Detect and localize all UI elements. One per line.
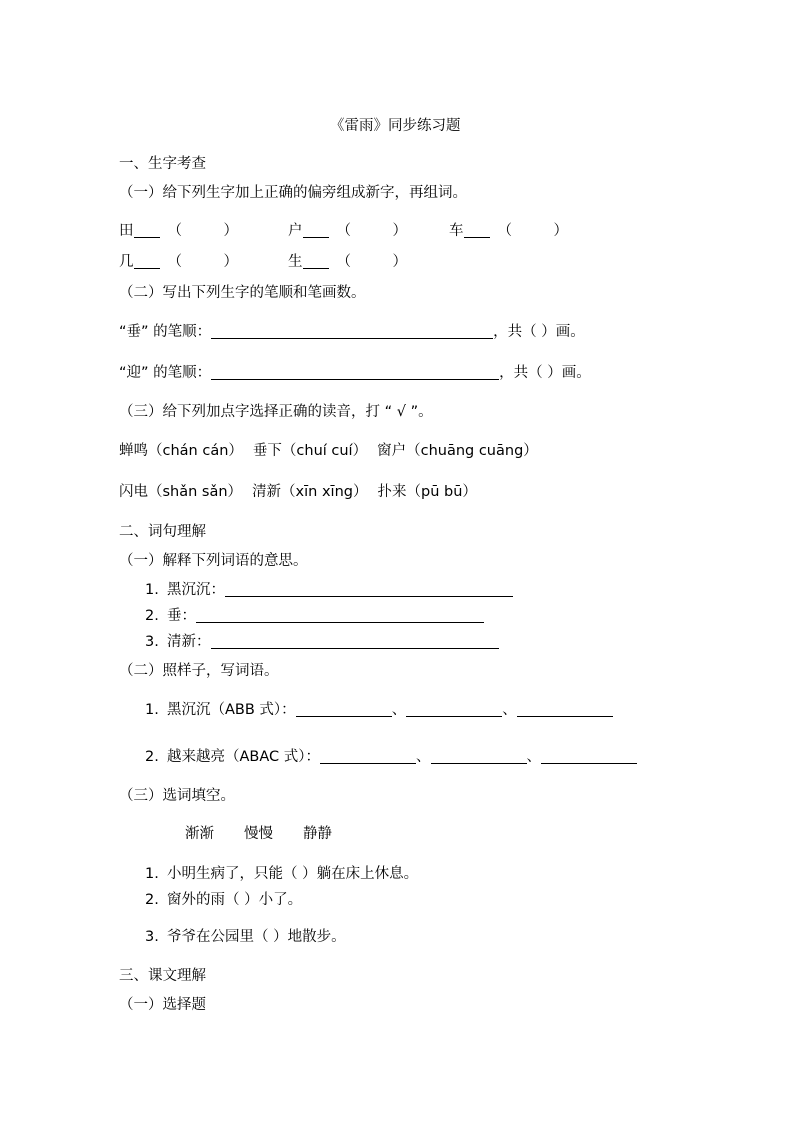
definition-term: 垂： (167, 608, 196, 624)
part-2-2-label: （二）照样子，写词语。 (119, 663, 279, 679)
separator: 、 (526, 749, 542, 765)
radical-item (449, 221, 568, 241)
word-paren[interactable]: （ ） (336, 223, 407, 239)
part-1-2-label: （二）写出下列生字的笔顺和笔画数。 (119, 285, 366, 301)
item-number: 1. (145, 582, 159, 598)
fill-item (145, 864, 418, 884)
stroke-order-blank[interactable] (211, 338, 493, 339)
stroke-order-row (119, 322, 585, 342)
definition-item (145, 632, 499, 652)
word-bank-item: 慢慢 (244, 826, 273, 842)
pattern-item (145, 700, 613, 720)
definition-blank[interactable] (211, 648, 499, 649)
radical-item (119, 252, 238, 272)
pattern-blank[interactable] (296, 716, 392, 717)
answer-blank[interactable] (464, 237, 490, 238)
section-2-heading: 二、词句理解 (119, 524, 206, 540)
radical-item (119, 221, 238, 241)
definition-term: 黑沉沉： (167, 582, 225, 598)
radical-char: 田 (119, 223, 134, 239)
fill-item (145, 927, 346, 947)
word-bank-item: 渐渐 (185, 826, 214, 842)
section-1-heading: 一、生字考查 (119, 156, 206, 172)
pinyin-item[interactable]: 扑来（pū bū） (377, 484, 477, 500)
pattern-blank[interactable] (431, 763, 527, 764)
pattern-prompt: 越来越亮（ABAC 式）： (167, 749, 321, 765)
word-paren[interactable]: （ ） (167, 223, 238, 239)
fill-sentence[interactable]: 窗外的雨（ ）小了。 (167, 892, 303, 908)
part-3-1-label: （一）选择题 (119, 997, 206, 1013)
stroke-count-suffix: ，共（ ）画。 (493, 324, 585, 340)
item-number: 3. (145, 929, 159, 945)
word-paren[interactable]: （ ） (497, 223, 568, 239)
item-number: 1. (145, 702, 159, 718)
word-paren[interactable]: （ ） (336, 254, 407, 270)
separator: 、 (502, 702, 517, 718)
item-number: 3. (145, 634, 159, 650)
pattern-item (145, 747, 637, 767)
answer-blank[interactable] (134, 268, 160, 269)
definition-term: 清新： (167, 634, 211, 650)
pinyin-row (119, 441, 538, 461)
stroke-order-blank[interactable] (211, 379, 499, 380)
fill-item (145, 890, 302, 910)
pattern-blank[interactable] (320, 763, 416, 764)
pattern-prompt: 黑沉沉（ABB 式）： (167, 702, 296, 718)
separator: 、 (391, 702, 407, 718)
item-number: 2. (145, 608, 159, 624)
fill-sentence[interactable]: 小明生病了，只能（ ）躺在床上休息。 (167, 866, 419, 882)
word-paren[interactable]: （ ） (167, 254, 238, 270)
pinyin-item[interactable]: 清新（xīn xīng） (252, 484, 368, 500)
definition-blank[interactable] (225, 596, 513, 597)
definition-item (145, 606, 484, 626)
answer-blank[interactable] (303, 268, 329, 269)
item-number: 2. (145, 892, 159, 908)
page-title: 《雷雨》同步练习题 (330, 118, 461, 134)
stroke-order-prefix: “迎” 的笔顺： (119, 365, 212, 381)
radical-char: 生 (288, 254, 303, 270)
part-2-3-label: （三）选词填空。 (119, 788, 235, 804)
definition-blank[interactable] (196, 622, 484, 623)
item-number: 1. (145, 866, 159, 882)
radical-char: 几 (119, 254, 134, 270)
section-3-heading: 三、课文理解 (119, 968, 206, 984)
pinyin-item[interactable]: 窗户（chuāng cuāng） (377, 443, 538, 459)
word-bank-item: 静静 (303, 826, 332, 842)
pinyin-row (119, 482, 477, 502)
separator: 、 (416, 749, 431, 765)
fill-sentence[interactable]: 爷爷在公园里（ ）地散步。 (167, 929, 346, 945)
stroke-order-row (119, 363, 591, 383)
radical-item (288, 252, 407, 272)
pattern-blank[interactable] (541, 763, 637, 764)
pinyin-item[interactable]: 闪电（shǎn sǎn） (119, 484, 243, 500)
stroke-order-prefix: “垂” 的笔顺： (119, 324, 212, 340)
stroke-count-suffix: ，共（ ）画。 (499, 365, 591, 381)
definition-item (145, 580, 513, 600)
pattern-blank[interactable] (406, 716, 502, 717)
item-number: 2. (145, 749, 159, 765)
part-1-1-label: （一）给下列生字加上正确的偏旁组成新字，再组词。 (119, 185, 467, 201)
answer-blank[interactable] (134, 237, 160, 238)
answer-blank[interactable] (303, 237, 329, 238)
pinyin-item[interactable]: 蝉鸣（chán cán） (119, 443, 243, 459)
pinyin-item[interactable]: 垂下（chuí cuí） (252, 443, 368, 459)
part-2-1-label: （一）解释下列词语的意思。 (119, 553, 308, 569)
radical-char: 户 (288, 223, 303, 239)
word-bank (185, 824, 362, 844)
radical-item (288, 221, 407, 241)
radical-char: 车 (449, 223, 464, 239)
pattern-blank[interactable] (517, 716, 613, 717)
part-1-3-label: （三）给下列加点字选择正确的读音，打 “ √ ”。 (119, 404, 433, 420)
